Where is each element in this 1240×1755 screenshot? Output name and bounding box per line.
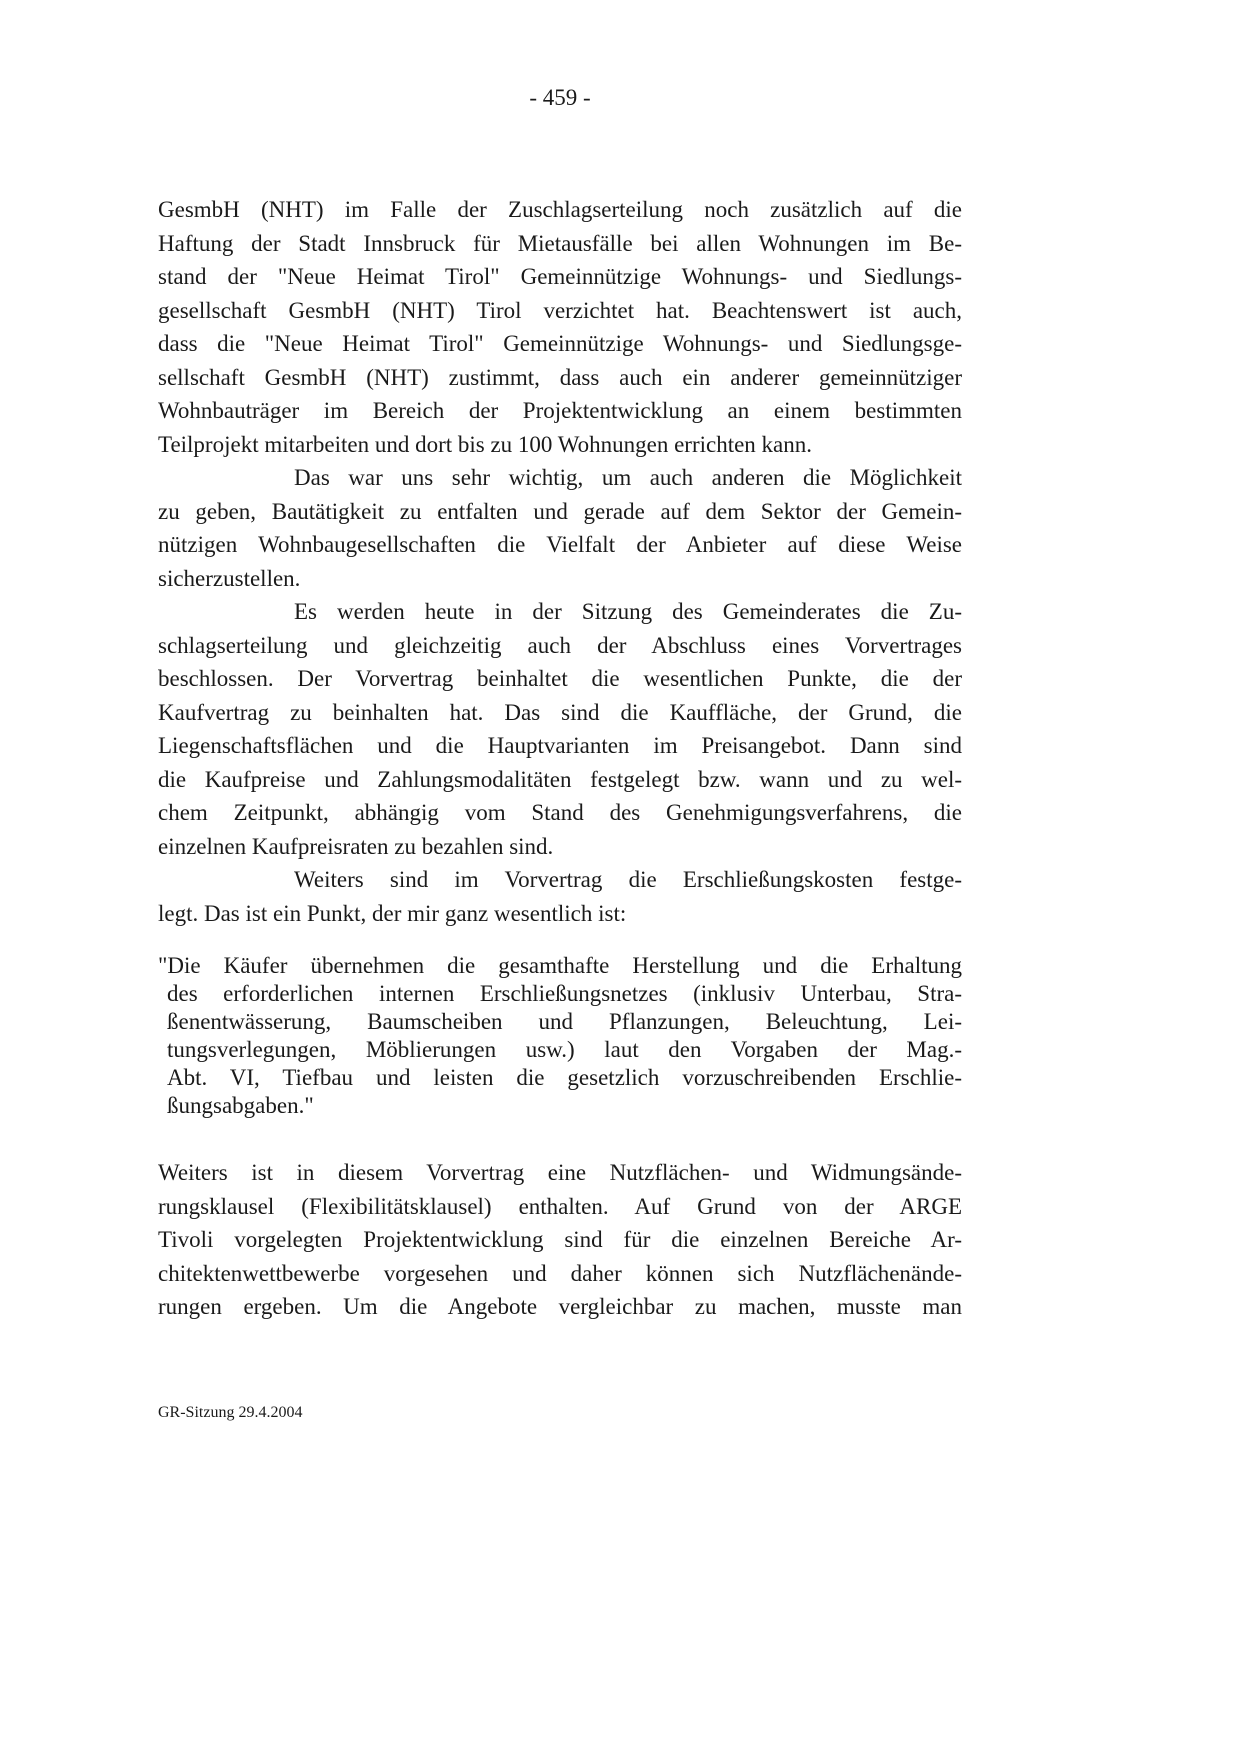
paragraph: [158, 595, 962, 863]
text-line: nützigen Wohnbaugesellschaften die Vielfalt der Anbieter auf diese Weise: [158, 532, 962, 557]
text-line: Teilprojekt mitarbeiten und dort bis zu 100 Wohnungen errichten kann.: [158, 431, 813, 457]
text-line: Haftung der Stadt Innsbruck für Mietausfälle bei allen Wohnungen im Be-: [158, 230, 962, 256]
text-line: chem Zeitpunkt, abhängig vom Stand des Genehmigungsverfahrens, die: [158, 800, 962, 825]
paragraph: [158, 952, 962, 1120]
text-line: legt. Das ist ein Punkt, der mir ganz wesentlich ist:: [158, 900, 627, 926]
text-line: Kaufvertrag zu beinhalten hat. Das sind die Kauffläche, der Grund, die: [158, 699, 962, 725]
text-line: Das war uns sehr wichtig, um auch anderen die Möglichkeit: [294, 465, 962, 490]
paragraph: [158, 193, 962, 461]
text-line: Wohnbauträger im Bereich der Projektentwicklung an einem bestimmten: [158, 398, 962, 423]
text-line: stand der "Neue Heimat Tirol" Gemeinnützige Wohnungs- und Siedlungs-: [158, 264, 962, 289]
text-line: die Kaufpreise und Zahlungsmodalitäten festgelegt bzw. wann und zu wel-: [158, 766, 962, 792]
text-line: des erforderlichen internen Erschließungsnetzes (inklusiv Unterbau, Stra-: [167, 981, 962, 1006]
text-line: sicherzustellen.: [158, 565, 301, 591]
paragraph: [158, 863, 962, 930]
page-number: - 459 -: [529, 85, 591, 110]
text-line: sellschaft GesmbH (NHT) zustimmt, dass auch ein anderer gemeinnütziger: [158, 364, 962, 390]
text-line: ßungsabgaben.": [167, 1093, 314, 1118]
paragraph: [158, 1156, 962, 1324]
page-footer: GR-Sitzung 29.4.2004: [158, 1404, 303, 1421]
text-line: Liegenschaftsflächen und die Hauptvarianten im Preisangebot. Dann sind: [158, 733, 962, 758]
text-line: schlagserteilung und gleichzeitig auch der Abschluss eines Vorvertrages: [158, 632, 962, 658]
text-line: chitektenwettbewerbe vorgesehen und daher können sich Nutzflächenände-: [158, 1260, 962, 1286]
text-line: rungen ergeben. Um die Angebote vergleichbar zu machen, musste man: [158, 1294, 962, 1319]
text-line: einzelnen Kaufpreisraten zu bezahlen sind.: [158, 833, 554, 859]
body-text: [158, 193, 962, 1324]
text-line: Weiters ist in diesem Vorvertrag eine Nutzflächen- und Widmungsände-: [158, 1160, 962, 1185]
text-line: Es werden heute in der Sitzung des Gemeinderates die Zu-: [294, 599, 962, 624]
text-line: rungsklausel (Flexibilitätsklausel) enthalten. Auf Grund von der ARGE: [158, 1193, 962, 1219]
text-line: GesmbH (NHT) im Falle der Zuschlagserteilung noch zusätzlich auf die: [158, 197, 962, 222]
text-line: gesellschaft GesmbH (NHT) Tirol verzichtet hat. Beachtenswert ist auch,: [158, 297, 962, 323]
text-line: Weiters sind im Vorvertrag die Erschließungskosten festge-: [294, 867, 962, 892]
text-line: zu geben, Bautätigkeit zu entfalten und gerade auf dem Sektor der Gemein-: [158, 498, 962, 524]
text-line: beschlossen. Der Vorvertrag beinhaltet die wesentlichen Punkte, die der: [158, 666, 962, 691]
paragraph: [158, 461, 962, 595]
text-column: [158, 84, 962, 1324]
text-line: ßenentwässerung, Baumscheiben und Pflanzungen, Beleuchtung, Lei-: [167, 1009, 962, 1034]
text-line: Abt. VI, Tiefbau und leisten die gesetzlich vorzuschreibenden Erschlie-: [167, 1065, 962, 1090]
text-line: tungsverlegungen, Möblierungen usw.) laut den Vorgaben der Mag.-: [167, 1037, 962, 1062]
text-line: Tivoli vorgelegten Projektentwicklung sind für die einzelnen Bereiche Ar-: [158, 1227, 962, 1252]
text-line: "Die Käufer übernehmen die gesamthafte Herstellung und die Erhaltung: [158, 953, 962, 978]
text-line: dass die "Neue Heimat Tirol" Gemeinnützige Wohnungs- und Siedlungsge-: [158, 331, 962, 356]
